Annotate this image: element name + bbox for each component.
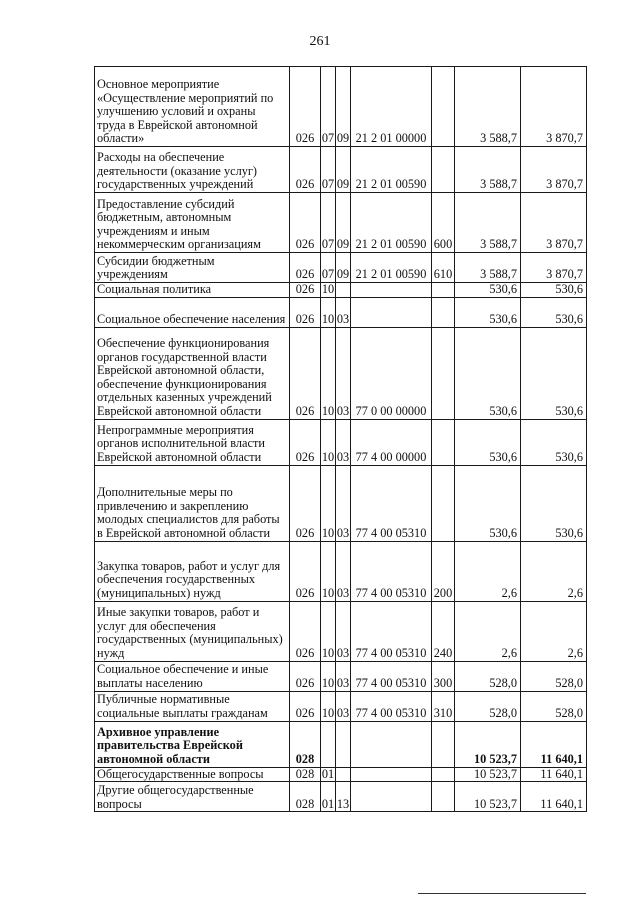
row-gr-code: 026 — [290, 67, 321, 147]
table-row — [95, 541, 587, 601]
row-csr-code — [351, 721, 432, 767]
table-row — [95, 193, 587, 253]
row-name: Непрограммные мероприятия органов исполнительной власти Еврейской автономной области — [95, 419, 290, 465]
row-gr-code: 028 — [290, 721, 321, 767]
row-rz-code: 07 — [321, 67, 336, 147]
row-rz-code: 10 — [321, 465, 336, 541]
row-rz-code: 10 — [321, 297, 336, 327]
row-csr-code: 77 4 00 05310 — [351, 691, 432, 721]
table-row — [95, 147, 587, 193]
row-rz-code: 01 — [321, 782, 336, 812]
row-name: Публичные нормативные социальные выплаты гражданам — [95, 691, 290, 721]
row-sum-year2: 3 870,7 — [521, 253, 587, 283]
row-name: Основное мероприятие «Осуществление мероприятий по улучшению условий и охраны труда в Еврейской автономной области» — [95, 67, 290, 147]
row-pr-code: 03 — [336, 691, 351, 721]
table-row — [95, 327, 587, 419]
row-sum-year2: 528,0 — [521, 691, 587, 721]
row-name: Предоставление субсидий бюджетным, автономным учреждениям и иным некоммерческим организациям — [95, 193, 290, 253]
row-gr-code: 028 — [290, 767, 321, 782]
row-gr-code: 026 — [290, 193, 321, 253]
row-gr-code: 026 — [290, 253, 321, 283]
row-pr-code: 13 — [336, 782, 351, 812]
row-rz-code: 07 — [321, 193, 336, 253]
row-rz-code: 07 — [321, 253, 336, 283]
row-name: Социальное обеспечение населения — [95, 297, 290, 327]
table-row — [95, 283, 587, 298]
row-sum-year1: 530,6 — [455, 327, 521, 419]
row-pr-code: 03 — [336, 327, 351, 419]
row-gr-code: 026 — [290, 541, 321, 601]
row-gr-code: 026 — [290, 419, 321, 465]
row-vr-code — [432, 419, 455, 465]
row-vr-code: 310 — [432, 691, 455, 721]
row-vr-code — [432, 297, 455, 327]
row-sum-year2: 3 870,7 — [521, 193, 587, 253]
row-csr-code: 77 4 00 05310 — [351, 601, 432, 661]
table-row — [95, 601, 587, 661]
row-pr-code — [336, 767, 351, 782]
row-name: Социальное обеспечение и иные выплаты населению — [95, 661, 290, 691]
row-rz-code: 10 — [321, 661, 336, 691]
row-gr-code: 026 — [290, 661, 321, 691]
row-sum-year2: 530,6 — [521, 419, 587, 465]
row-csr-code — [351, 767, 432, 782]
row-rz-code: 01 — [321, 767, 335, 781]
row-csr-code: 77 4 00 05310 — [351, 661, 432, 691]
row-sum-year1: 530,6 — [455, 283, 521, 298]
row-sum-year1: 530,6 — [455, 465, 521, 541]
row-rz-code: 07 — [321, 147, 336, 193]
row-sum-year2: 530,6 — [521, 297, 587, 327]
row-pr-code: 03 — [336, 465, 351, 541]
row-pr-code: 09 — [336, 253, 351, 283]
row-name: Закупка товаров, работ и услуг для обеспечения государственных (муниципальных) нужд — [95, 541, 290, 601]
row-pr-code — [336, 283, 351, 298]
row-gr-code: 026 — [290, 283, 321, 298]
row-pr-code: 09 — [336, 193, 351, 253]
row-rz-code: 10 — [321, 601, 336, 661]
row-sum-year2: 528,0 — [521, 661, 587, 691]
table-row — [95, 782, 587, 812]
row-csr-code: 21 2 01 00590 — [351, 253, 432, 283]
page-number: 261 — [309, 34, 331, 49]
row-sum-year1: 3 588,7 — [455, 253, 521, 283]
row-pr-code: 03 — [336, 419, 351, 465]
table-row — [95, 419, 587, 465]
row-csr-code — [351, 297, 432, 327]
footer-divider — [418, 893, 586, 894]
row-vr-code — [432, 465, 455, 541]
row-csr-code: 21 2 01 00590 — [351, 147, 432, 193]
row-sum-year1: 3 588,7 — [455, 193, 521, 253]
row-sum-year2: 11 640,1 — [521, 782, 587, 812]
row-pr-code: 03 — [336, 541, 351, 601]
table-row — [95, 661, 587, 691]
budget-table-body — [95, 67, 587, 812]
row-name: Другие общегосударственные вопросы — [95, 782, 290, 812]
budget-table — [94, 66, 587, 812]
row-name: Социальная политика — [95, 283, 290, 298]
row-rz-code: 10 — [321, 327, 336, 419]
row-pr-code — [336, 721, 351, 767]
row-vr-code: 600 — [432, 193, 455, 253]
row-pr-code: 03 — [336, 601, 351, 661]
row-sum-year1: 10 523,7 — [455, 721, 521, 767]
row-vr-code — [432, 327, 455, 419]
row-sum-year2: 3 870,7 — [521, 67, 587, 147]
row-vr-code — [432, 782, 455, 812]
row-name: Субсидии бюджетным учреждениям — [95, 253, 290, 283]
row-sum-year2: 530,6 — [521, 465, 587, 541]
row-sum-year1: 3 588,7 — [455, 147, 521, 193]
table-row — [95, 297, 587, 327]
row-pr-code: 03 — [336, 661, 351, 691]
row-sum-year2: 530,6 — [521, 327, 587, 419]
row-sum-year1: 528,0 — [455, 691, 521, 721]
row-csr-code — [351, 782, 432, 812]
row-gr-code: 026 — [290, 601, 321, 661]
row-name: Архивное управление правительства Еврейской автономной области — [95, 721, 290, 767]
row-gr-code: 026 — [290, 691, 321, 721]
row-gr-code: 028 — [290, 782, 321, 812]
row-sum-year1: 528,0 — [455, 661, 521, 691]
row-vr-code: 300 — [432, 661, 455, 691]
row-sum-year1: 2,6 — [455, 541, 521, 601]
row-gr-code: 026 — [290, 327, 321, 419]
row-sum-year2: 2,6 — [521, 541, 587, 601]
table-row — [95, 67, 587, 147]
row-csr-code: 21 2 01 00000 — [351, 67, 432, 147]
row-name: Расходы на обеспечение деятельности (оказание услуг) государственных учреждений — [95, 147, 290, 193]
row-rz-code: 10 — [321, 541, 336, 601]
row-vr-code — [432, 67, 455, 147]
row-sum-year1: 3 588,7 — [455, 67, 521, 147]
row-gr-code: 026 — [290, 297, 321, 327]
row-csr-code: 77 0 00 00000 — [351, 327, 432, 419]
row-rz-code: 10 — [321, 282, 335, 296]
row-rz-code — [321, 721, 336, 767]
row-csr-code: 21 2 01 00590 — [351, 193, 432, 253]
row-vr-code — [432, 767, 455, 782]
row-sum-year2: 11 640,1 — [521, 767, 587, 782]
row-name: Обеспечение функционирования органов государственной власти Еврейской автономной области, обеспечение функционирования отдельных казенных учреждений Еврейской автономной области — [95, 327, 290, 419]
table-row — [95, 767, 587, 782]
row-sum-year2: 11 640,1 — [521, 721, 587, 767]
table-row — [95, 253, 587, 283]
row-vr-code — [432, 147, 455, 193]
row-csr-code — [351, 283, 432, 298]
row-sum-year2: 2,6 — [521, 601, 587, 661]
row-vr-code: 240 — [432, 601, 455, 661]
row-vr-code — [432, 721, 455, 767]
row-name: Дополнительные меры по привлечению и закреплению молодых специалистов для работы в Еврейской автономной области — [95, 465, 290, 541]
row-name: Иные закупки товаров, работ и услуг для обеспечения государственных (муниципальных) нужд — [95, 601, 290, 661]
row-sum-year1: 530,6 — [455, 297, 521, 327]
row-sum-year2: 3 870,7 — [521, 147, 587, 193]
row-sum-year1: 530,6 — [455, 419, 521, 465]
row-csr-code: 77 4 00 05310 — [351, 465, 432, 541]
row-name: Общегосударственные вопросы — [95, 767, 290, 782]
row-vr-code: 200 — [432, 541, 455, 601]
row-sum-year1: 10 523,7 — [455, 782, 521, 812]
row-sum-year2: 530,6 — [521, 283, 587, 298]
row-pr-code: 03 — [336, 297, 351, 327]
row-pr-code: 09 — [336, 147, 351, 193]
row-gr-code: 026 — [290, 147, 321, 193]
row-csr-code: 77 4 00 05310 — [351, 541, 432, 601]
row-sum-year1: 2,6 — [455, 601, 521, 661]
row-pr-code: 09 — [336, 67, 351, 147]
row-sum-year1: 10 523,7 — [455, 767, 521, 782]
row-vr-code — [432, 283, 455, 298]
row-gr-code: 026 — [290, 465, 321, 541]
table-row — [95, 721, 587, 767]
row-rz-code: 10 — [321, 691, 336, 721]
row-rz-code: 10 — [321, 419, 336, 465]
table-row — [95, 691, 587, 721]
table-row — [95, 465, 587, 541]
row-csr-code: 77 4 00 00000 — [351, 419, 432, 465]
row-vr-code: 610 — [432, 253, 455, 283]
